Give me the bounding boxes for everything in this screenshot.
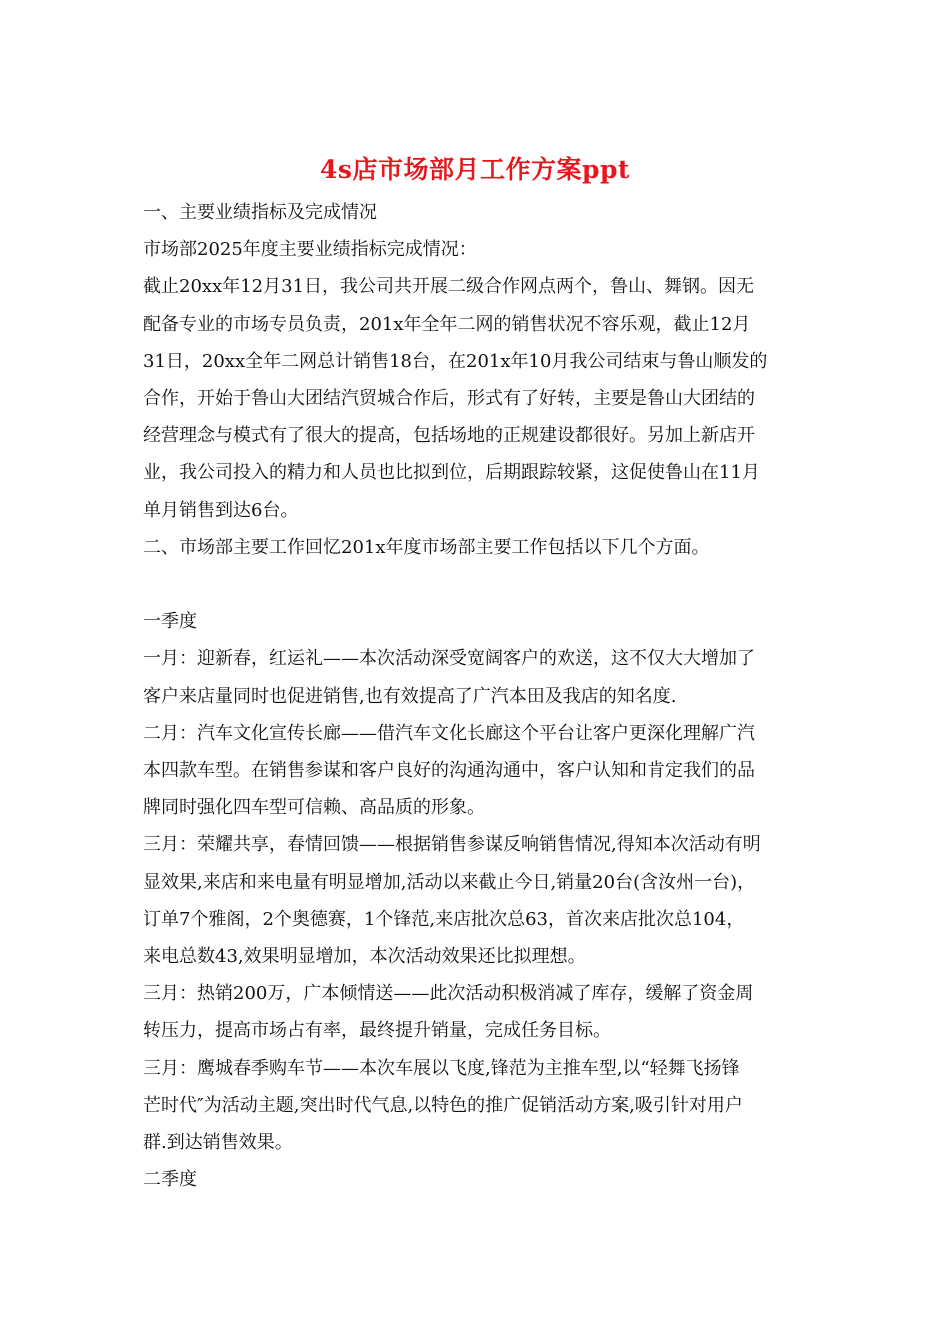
paragraph-line: 市场部2025年度主要业绩指标完成情况： (143, 239, 477, 261)
quarter-heading-2: 二季度 (143, 1169, 197, 1191)
paragraph-line: 业，我公司投入的精力和人员也比拟到位，后期跟踪较紧，这促使鲁山在11月 (143, 462, 760, 484)
paragraph-line: 客户来店量同时也促进销售,也有效提高了广汽本田及我店的知名度. (143, 685, 677, 707)
paragraph-line: 显效果,来店和来电量有明显增加,活动以来截止今日,销量20台(含汝州一台)， (143, 871, 756, 893)
paragraph-line: 三月：鹰城春季购车节——本次车展以飞度,锋范为主推车型,以“轻舞飞扬锋 (143, 1057, 740, 1079)
paragraph-line: 本四款车型。在销售参谋和客户良好的沟通沟通中，客户认知和肯定我们的品 (143, 760, 755, 782)
paragraph-line: 经营理念与模式有了很大的提高，包括场地的正规建设都很好。另加上新店开 (143, 425, 755, 447)
paragraph-line: 一月：迎新春，红运礼——本次活动深受宽阔客户的欢送，这不仅大大增加了 (143, 648, 755, 670)
document-body (143, 194, 815, 1198)
quarter-heading-1: 一季度 (143, 611, 197, 633)
paragraph-line: 来电总数43,效果明显增加，本次活动效果还比拟理想。 (143, 946, 586, 968)
paragraph-line: 订单7个雅阁，2个奥德赛，1个锋范,来店批次总63，首次来店批次总104， (143, 908, 745, 930)
paragraph-line: 合作，开始于鲁山大团结汽贸城合作后，形式有了好转，主要是鲁山大团结的 (143, 388, 755, 410)
paragraph-line: 31日，20xx全年二网总计销售18台，在201x年10月我公司结束与鲁山顺发的 (143, 350, 768, 372)
paragraph-line: 单月销售到达6台。 (143, 499, 299, 521)
paragraph-line: 截止20xx年12月31日，我公司共开展二级合作网点两个，鲁山、舞钢。因无 (143, 276, 755, 298)
paragraph-line: 配备专业的市场专员负责，201x年全年二网的销售状况不容乐观，截止12月 (143, 313, 751, 335)
paragraph-line: 转压力，提高市场占有率，最终提升销量，完成任务目标。 (143, 1020, 611, 1042)
document-title: 4s店市场部月工作方案ppt (320, 155, 630, 184)
section-heading-1: 一、主要业绩指标及完成情况 (143, 202, 377, 223)
section-heading-2: 二、市场部主要工作回忆201x年度市场部主要工作包括以下几个方面。 (143, 536, 710, 558)
paragraph-line: 二月：汽车文化宣传长廊——借汽车文化长廊这个平台让客户更深化理解广汽 (143, 722, 755, 744)
paragraph-line: 三月：荣耀共享，春情回馈——根据销售参谋反响销售情况,得知本次活动有明 (143, 834, 761, 856)
paragraph-line: 芒时代″为活动主题,突出时代气息,以特色的推广促销活动方案,吸引针对用户 (143, 1094, 743, 1116)
paragraph-line: 牌同时强化四车型可信赖、高品质的形象。 (143, 797, 485, 819)
paragraph-line: 三月：热销200万，广本倾情送——此次活动积极消减了库存，缓解了资金周 (143, 983, 754, 1005)
blank-line (143, 566, 815, 603)
paragraph-line: 群.到达销售效果。 (143, 1132, 293, 1154)
